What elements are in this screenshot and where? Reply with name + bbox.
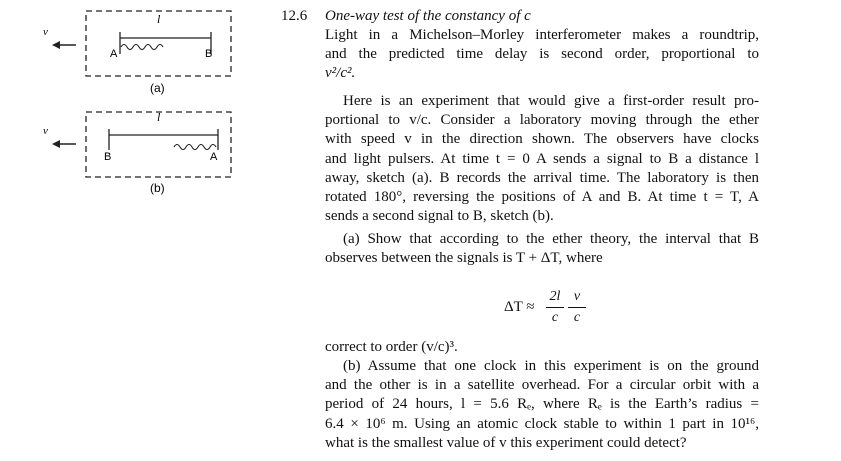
paragraph-1 <box>325 26 759 84</box>
figure-a <box>43 11 231 95</box>
p1-line: v²/c². <box>325 65 356 82</box>
paragraph-4 <box>325 338 759 357</box>
paragraph-2 <box>325 92 759 226</box>
p5-line: 6.4 × 10⁶ m. Using an atomic clock stable to within 1 part in 10¹⁶, <box>325 415 759 432</box>
figure-a-label-left: A <box>110 48 118 60</box>
figure-b-label-right: A <box>210 151 218 163</box>
p2-line: with speed v in the direction shown. The observers have clocks <box>325 131 759 148</box>
figure-b <box>43 110 231 195</box>
p2-line: rotated 180°, reversing the positions of A and B. At time t = T, A <box>325 189 759 206</box>
figure-a-light-signal-wave <box>121 45 163 50</box>
p2-line: away, sketch (a). B records the arrival time. The laboratory is then <box>325 169 759 186</box>
p2-line: portional to v/c. Consider a laboratory moving through the ether <box>325 112 759 129</box>
p1-line: and the predicted time delay is second order, proportional to <box>325 46 759 63</box>
fraction-1-denominator: c <box>551 310 559 325</box>
equation-fraction-2 <box>568 289 586 326</box>
figure-b-velocity-label: v <box>43 125 48 137</box>
p2-line: Here is an experiment that would give a first-order result pro- <box>343 93 759 109</box>
equation-lhs: ΔT ≈ <box>504 299 535 315</box>
fraction-1-numerator: 2l <box>549 289 561 304</box>
figure-b-caption: (b) <box>150 181 165 195</box>
p3-line: (a) Show that according to the ether theory, the interval that B <box>343 231 759 247</box>
problem-number: 12.6 <box>281 8 308 24</box>
figure-b-length-label: l <box>157 110 161 124</box>
p2-line: and light pulsers. At time t = 0 A sends a signal to B a distance l <box>325 150 759 167</box>
equation-fraction-1 <box>546 289 564 326</box>
figure-a-caption: (a) <box>150 81 165 95</box>
fraction-2-bar <box>568 307 586 308</box>
figure-a-label-right: B <box>205 48 213 60</box>
p5-line: and the other is in a satellite overhead. For a circular orbit with a <box>325 377 759 394</box>
figure-a-arrowhead-icon <box>52 41 60 49</box>
p3-line: observes between the signals is T + ΔT, where <box>325 250 603 267</box>
p5-line: (b) Assume that one clock in this experiment is on the ground <box>343 358 759 374</box>
figure-b-light-signal-wave <box>174 145 216 150</box>
paragraph-5 <box>325 357 759 453</box>
fraction-1-bar <box>546 307 564 308</box>
figure-b-label-left: B <box>104 151 112 163</box>
figure-b-arrowhead-icon <box>52 140 60 148</box>
p5-line: what is the smallest value of v this experiment could detect? <box>325 434 687 451</box>
figure-a-velocity-label: v <box>43 26 48 38</box>
p4-line: correct to order (v/c)³. <box>325 339 458 355</box>
figure-a-length-label: l <box>157 12 161 26</box>
equation-delta-t <box>504 289 624 325</box>
figures <box>0 0 260 200</box>
fraction-2-numerator: v <box>573 289 581 304</box>
paragraph-3 <box>325 230 759 268</box>
fraction-2-denominator: c <box>573 310 581 325</box>
p1-line: Light in a Michelson–Morley interferometer makes a roundtrip, <box>325 27 759 43</box>
problem-title: One-way test of the constancy of c <box>325 8 531 24</box>
p5-line: period of 24 hours, l = 5.6 Rₑ, where Rₑ is the Earth’s radius = <box>325 396 759 413</box>
p2-line: sends a second signal to B, sketch (b). <box>325 208 554 225</box>
